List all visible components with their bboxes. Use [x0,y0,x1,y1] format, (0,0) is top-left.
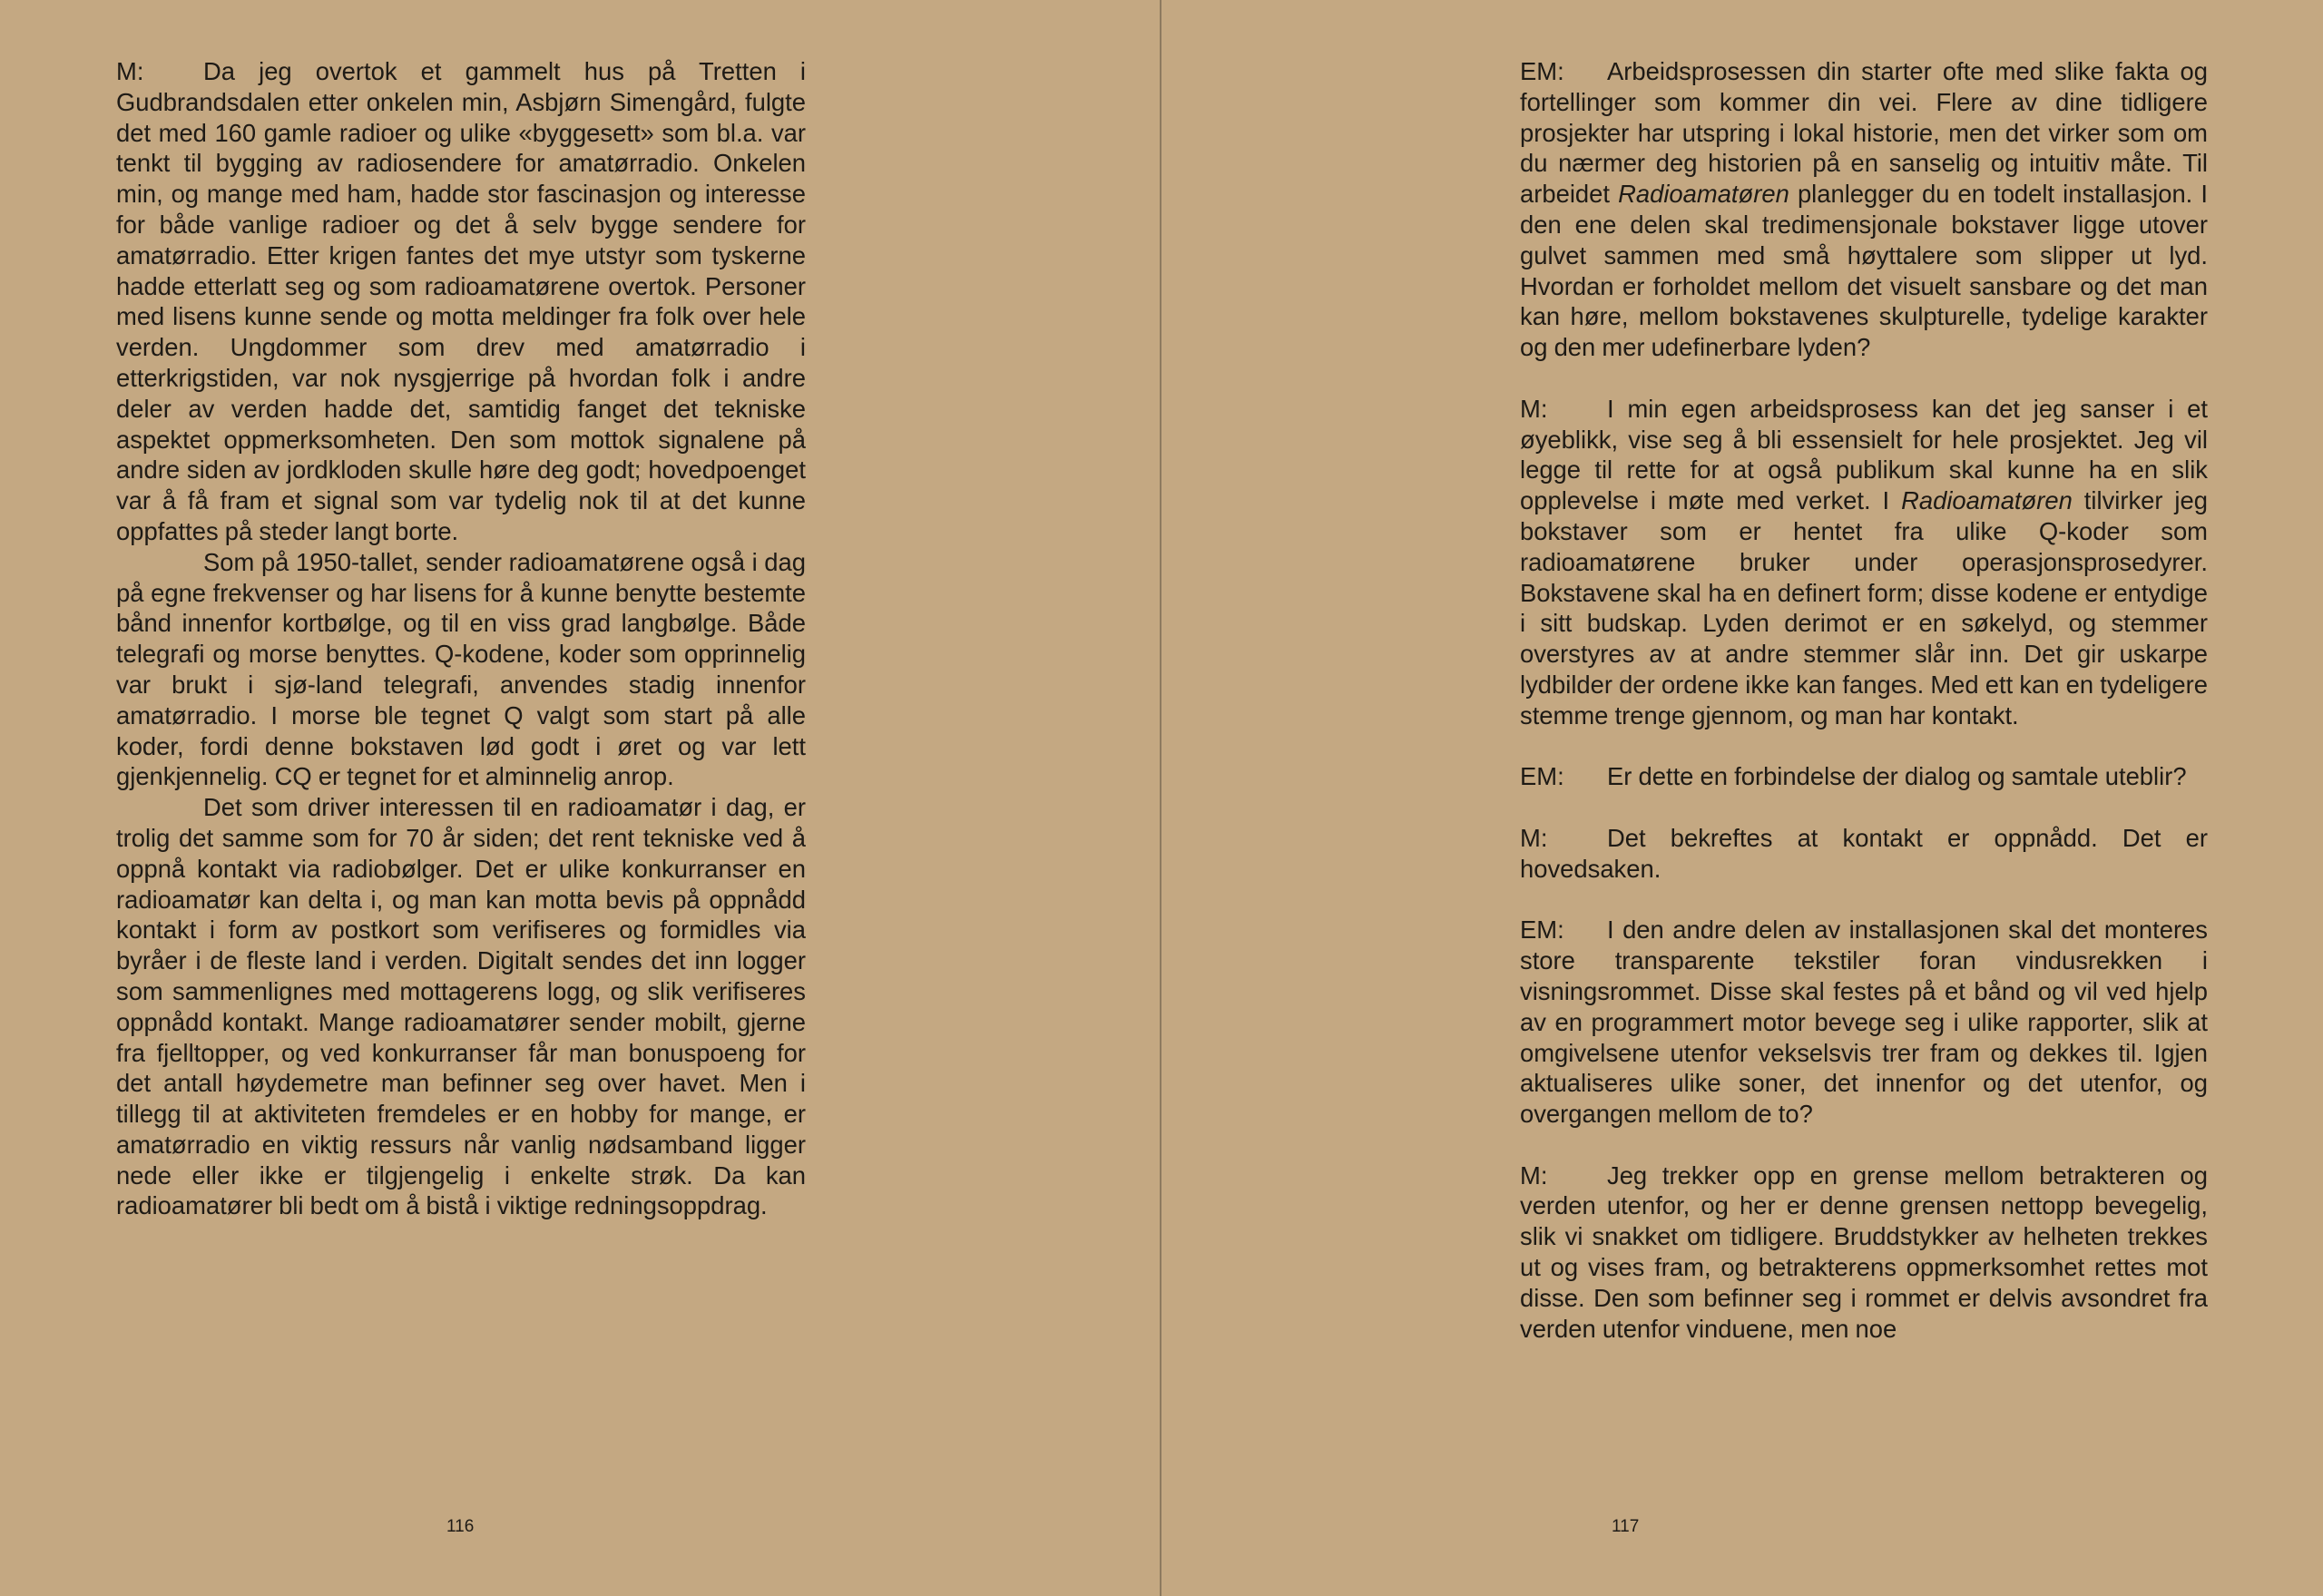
paragraph-text: Arbeidsprosessen din starter ofte med slike fakta og fortellinger som kommer din vei. Flere av dine tidligere prosjekter har utspring i lokal historie, men det virker som om du nærmer deg historien på en sanselig og intuitiv måte. Til arbeidet [1520,57,2208,209]
speaker-label: EM: [1520,762,1564,791]
paragraph [116,547,806,792]
paragraph-text: Det bekreftes at kontakt er oppnådd. Det er hovedsaken. [1520,823,2208,883]
paragraph [116,56,806,547]
speaker-label: M: [1520,823,1548,852]
paragraph-text: Som på 1950-tallet, sender radioamatørene også i dag på egne frekvenser og har lisens for å kunne benytte bestemte bånd innenfor kortbølge, og til en viss grad langbølge. Både telegrafi og morse benyttes. Q-kodene, koder som opprinnelig var brukt i sjø-land telegrafi, anvendes stadig innenfor amatørradio. I morse ble tegnet Q valgt som start på alle koder, fordi denne bokstaven lød godt i øret og var lett gjenkjennelig. CQ er tegnet for et alminnelig anrop. [116,547,806,791]
paragraph-text: Da jeg overtok et gammelt hus på Tretten i Gudbrandsdalen etter onkelen min, Asbjørn Simengård, fulgte det med 160 gamle radioer og ulike «byggesett» som bl.a. var tenkt til bygging av radiosendere for amatørradio. Onkelen min, og mange med ham, hadde stor fascinasjon og interesse for både vanlige radioer og det å selv bygge sendere for amatørradio. Etter krigen fantes det mye utstyr som tyskerne hadde etterlatt seg og som radioamatørene overtok. Personer med lisens kunne sende og motta meldinger fra folk over hele verden. Ungdommer som drev med amatørradio i etterkrigstiden, var nok nysgjerrige på hvordan folk i andre deler av verden hadde det, samtidig fanget det tekniske aspektet oppmerksomheten. Den som mottok signalene på andre siden av jordkloden skulle høre deg godt; hovedpoenget var å få fram et signal som var tydelig nok til at det kunne oppfattes på steder langt borte. [116,57,806,545]
paragraph [1520,915,2208,1130]
page-number: 116 [446,1517,475,1536]
paragraph [116,792,806,1221]
gutter-divider [1160,0,1162,1596]
speaker-label: M: [116,57,144,85]
right-text-column [1520,56,2208,1344]
work-title: Radioamatøren [1901,486,2073,515]
work-title: Radioamatøren [1618,180,1789,209]
paragraph-text: Er dette en forbindelse der dialog og samtale uteblir? [1607,762,2187,791]
paragraph [1520,1160,2208,1345]
paragraph [1520,394,2208,731]
paragraph [1520,56,2208,363]
paragraph [1520,823,2208,885]
right-page [1162,0,2322,1596]
paragraph-text: I den andre delen av installasjonen skal det monteres store transparente tekstiler foran vindusrekken i visningsrommet. Disse skal festes på et bånd og vil ved hjelp av en programmert motor bevege seg i ulike rapporter, slik at omgivelsene utenfor vekselsvis trer fram og dekkes til. Igjen aktualiseres ulike soner, det innenfor og det utenfor, og overgangen mellom de to? [1520,915,2208,1129]
page-number: 117 [1612,1517,1640,1536]
paragraph [1520,761,2208,792]
left-page [0,0,1160,1596]
speaker-label: EM: [1520,915,1564,945]
paragraph-text: planlegger du en todelt installasjon. I den ene delen skal tredimensjonale bokstaver ligge utover gulvet sammen med små høyttalere som slipper ut lyd. Hvordan er forholdet mellom det visuelt sansbare og det man kan høre, mellom bokstavenes skulpturelle, tydelige karakter og den mer udefinerbare lyden? [1520,180,2208,362]
paragraph-text: tilvirker jeg bokstaver som er hentet fra ulike Q-koder som radioamatørene bruker under operasjonsprosedyrer. Bokstavene skal ha en definert form; disse kodene er entydige i sitt budskap. Lyden derimot er en søkelyd, og stemmer overstyres av at andre stemmer slår inn. Det gir uskarpe lydbilder der ordene ikke kan fanges. Med ett kan en tydeligere stemme trenge gjennom, og man har kontakt. [1520,486,2208,729]
speaker-label: M: [1520,1160,1548,1190]
paragraph-text: I min egen arbeidsprosess kan det jeg sanser i et øyeblikk, vise seg å bli essensielt for hele prosjektet. Jeg vil legge til rette for at også publikum skal kunne ha en slik opplevelse i møte med verket. I [1520,394,2208,515]
paragraph-text: Det som driver interessen til en radioamatør i dag, er trolig det samme som for 70 år siden; det rent tekniske ved å oppnå kontakt via radiobølger. Det er ulike konkurranser en radioamatør kan delta i, og man kan motta bevis på oppnådd kontakt i form av postkort som verifiseres og formidles via byråer i de fleste land i verden. Digitalt sendes det inn logger som sammenlignes med mottagerens logg, og slik verifiseres oppnådd kontakt. Mange radioamatører sender mobilt, gjerne fra fjelltopper, og ved konkurranser får man bonuspoeng for det antall høydemetre man befinner seg over havet. Men i tillegg til at aktiviteten fremdeles er en hobby for mange, er amatørradio en viktig ressurs når vanlig nødsamband ligger nede eller ikke er tilgjengelig i enkelte strøk. Da kan radioamatører bli bedt om å bistå i viktige redningsoppdrag. [116,793,806,1220]
speaker-label: M: [1520,394,1548,423]
speaker-label: EM: [1520,57,1564,85]
left-text-column [116,56,806,1221]
paragraph-text: Jeg trekker opp en grense mellom betrakteren og verden utenfor, og her er denne grensen nettopp bevegelig, slik vi snakket om tidligere. Bruddstykker av helheten trekkes ut og vises fram, og betrakterens oppmerksomhet rettes mot disse. Den som befinner seg i rommet er delvis avsondret fra verden utenfor vinduene, men noe [1520,1160,2208,1343]
